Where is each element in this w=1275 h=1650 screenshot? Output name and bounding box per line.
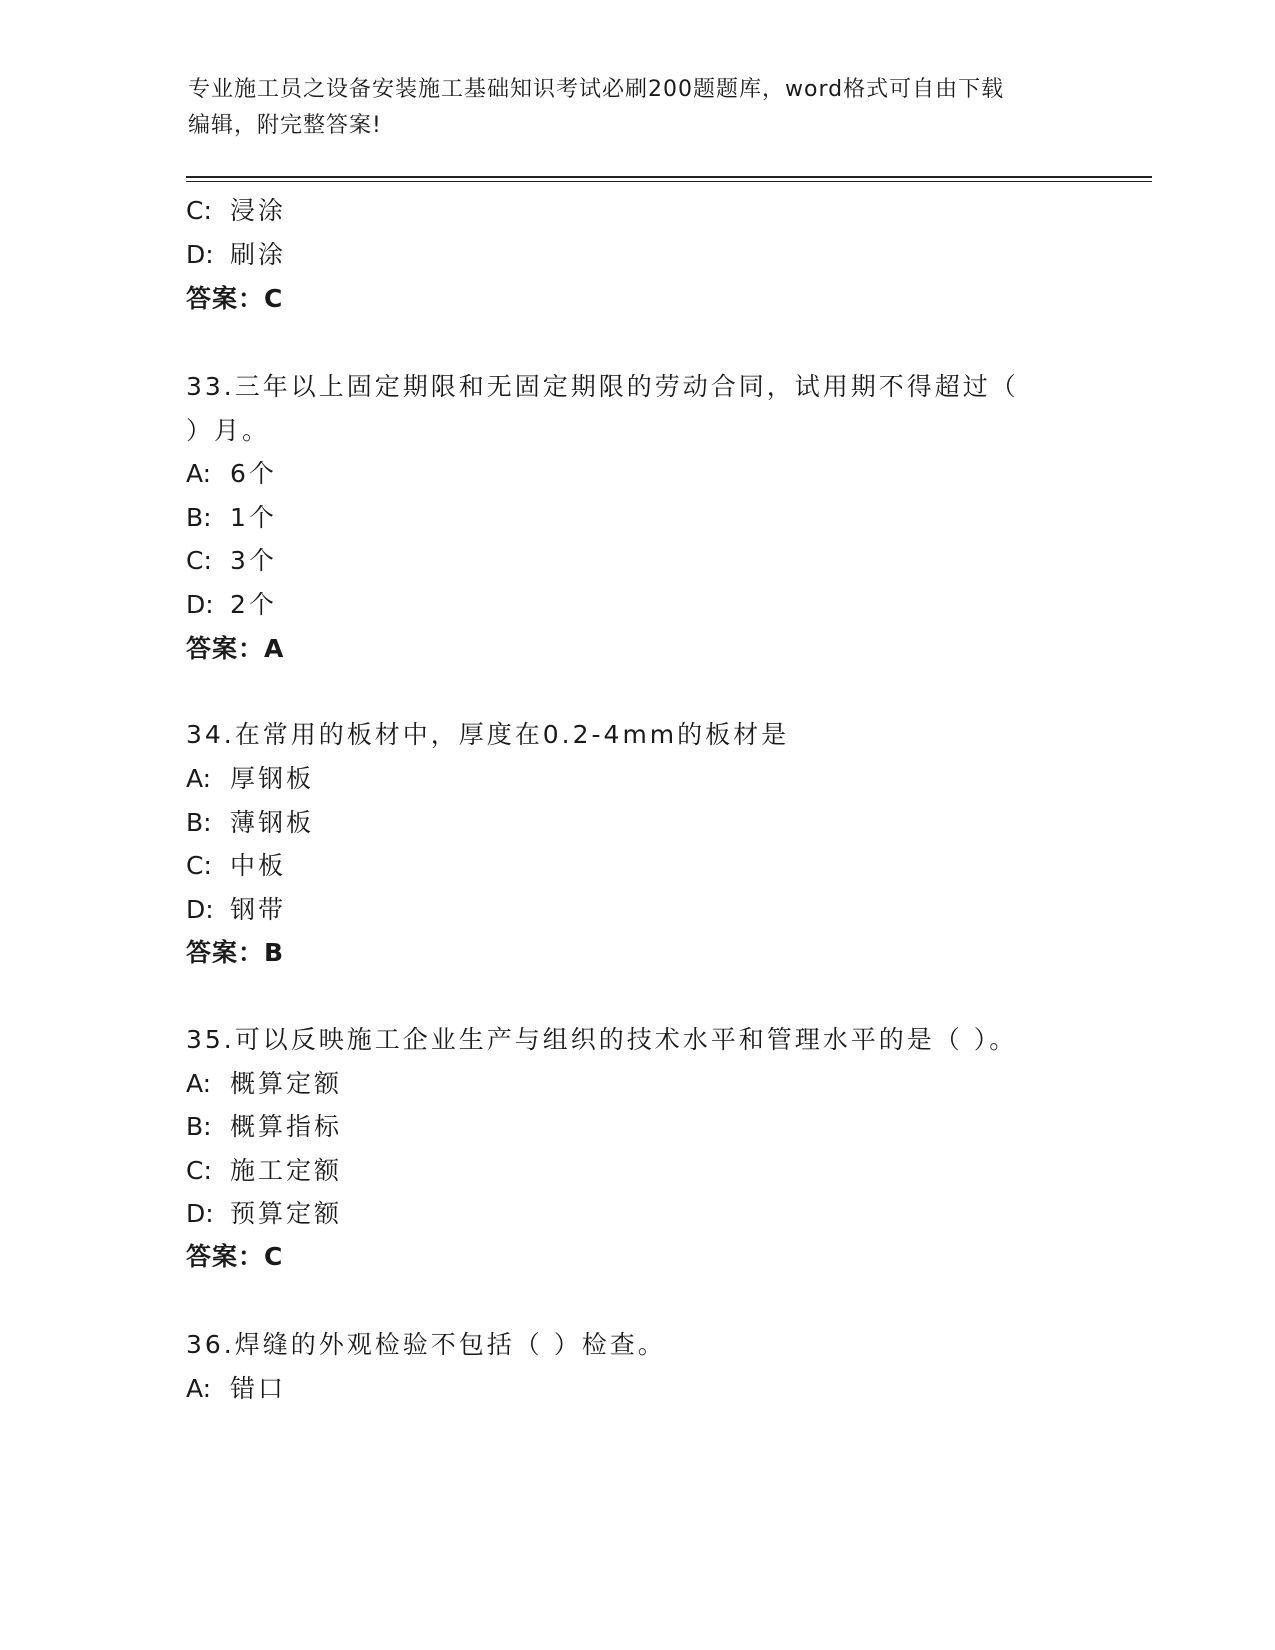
option-key: D: (186, 590, 214, 619)
option-d (186, 893, 286, 927)
option-key: A: (186, 764, 212, 793)
option-b (186, 806, 314, 840)
option-text: 预算定额 (230, 1199, 343, 1228)
answer-line: 答案：C (186, 1242, 284, 1271)
option-key: C: (186, 196, 212, 225)
option-a (186, 1067, 342, 1101)
header-divider-thin (186, 181, 1152, 182)
option-key: A: (186, 459, 212, 488)
option-key: A: (186, 1069, 212, 1098)
option-text: 薄钢板 (230, 808, 315, 837)
option-text: 1个 (230, 503, 277, 532)
option-key: C: (186, 1156, 212, 1185)
option-text: 浸涂 (230, 196, 287, 225)
option-text: 刷涂 (230, 240, 287, 269)
option-b (186, 501, 277, 535)
option-text: 概算定额 (230, 1069, 343, 1098)
option-text: 厚钢板 (230, 764, 315, 793)
question-stem: 35.可以反映施工企业生产与组织的技术水平和管理水平的是（ ）。 (186, 1025, 1018, 1054)
option-a (186, 762, 314, 796)
question-stem-continued: ）月。 (186, 416, 271, 445)
question-stem: 34.在常用的板材中，厚度在0.2-4mm的板材是 (186, 720, 790, 749)
option-c (186, 849, 286, 883)
header-title-line-1: 专业施工员之设备安装施工基础知识考试必刷200题题库，word格式可自由下载 (188, 77, 1005, 102)
option-key: A: (186, 1374, 212, 1403)
option-a (186, 1372, 286, 1406)
header-title-line-2: 编辑，附完整答案! (188, 113, 382, 138)
option-b (186, 1110, 342, 1144)
option-key: B: (186, 1112, 212, 1141)
option-text: 中板 (230, 851, 287, 880)
option-key: C: (186, 546, 212, 575)
option-key: D: (186, 895, 214, 924)
option-d (186, 238, 286, 272)
option-key: D: (186, 1199, 214, 1228)
answer-line: 答案：A (186, 634, 285, 663)
option-d (186, 588, 277, 622)
option-key: D: (186, 240, 214, 269)
question-stem: 33.三年以上固定期限和无固定期限的劳动合同，试用期不得超过（ (186, 372, 1019, 401)
answer-line: 答案：C (186, 284, 284, 313)
header-divider-thick (186, 176, 1152, 178)
option-text: 概算指标 (230, 1112, 343, 1141)
option-text: 3个 (230, 546, 277, 575)
question-stem: 36.焊缝的外观检验不包括（ ）检查。 (186, 1330, 666, 1359)
option-key: B: (186, 503, 212, 532)
option-d (186, 1197, 342, 1231)
option-text: 2个 (230, 590, 277, 619)
option-key: C: (186, 851, 212, 880)
option-c (186, 1154, 342, 1188)
option-a (186, 457, 277, 491)
option-c (186, 194, 286, 228)
answer-line: 答案：B (186, 938, 285, 967)
option-text: 钢带 (230, 895, 287, 924)
document-header (188, 72, 1088, 144)
option-key: B: (186, 808, 212, 837)
option-c (186, 544, 277, 578)
option-text: 施工定额 (230, 1156, 343, 1185)
option-text: 6个 (230, 459, 277, 488)
option-text: 错口 (230, 1374, 287, 1403)
